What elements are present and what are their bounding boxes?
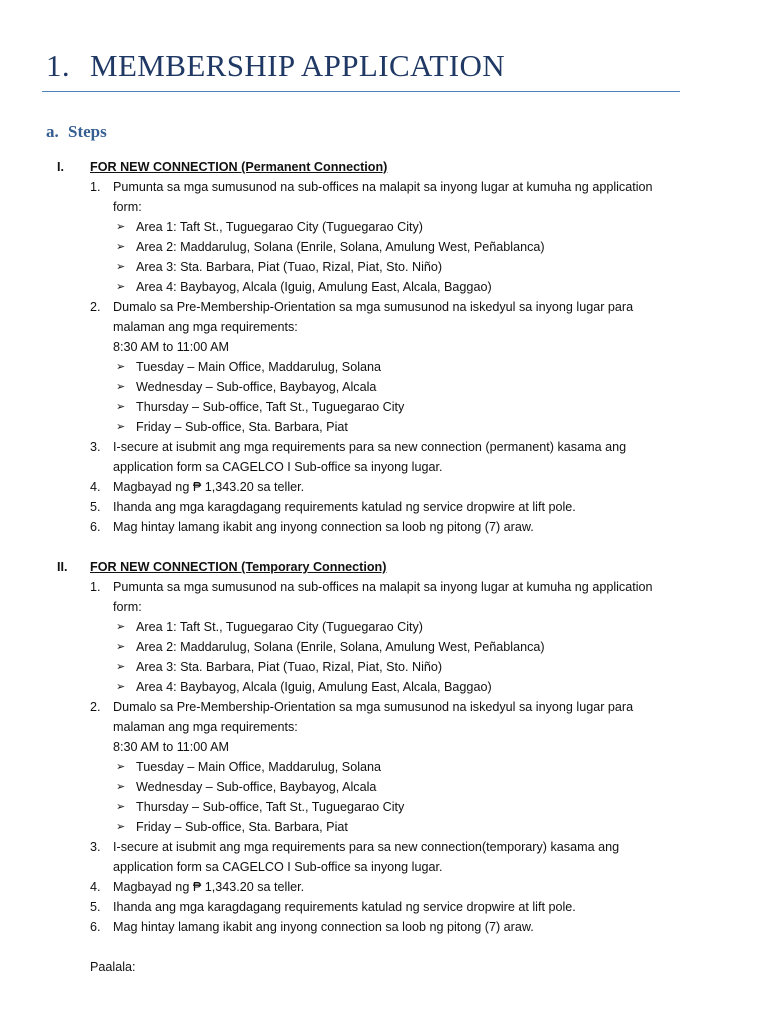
heading-number: 1. [46, 48, 71, 83]
step-text: Ihanda ang mga karagdagang requirements katulad ng service dropwire at lift pole. [113, 900, 576, 914]
step-text: Dumalo sa Pre-Membership-Orientation sa mga sumusunod na iskedyul sa inyong lugar para [113, 700, 634, 714]
section-number: I. [57, 160, 64, 174]
steps-heading-letter: a. [46, 122, 59, 141]
step-number: 1. [90, 580, 101, 594]
step-text: 8:30 AM to 11:00 AM [113, 740, 229, 754]
section-number: II. [57, 560, 68, 574]
step-text: 8:30 AM to 11:00 AM [113, 340, 229, 354]
step-number: 6. [90, 920, 101, 934]
bullet-item: Tuesday – Main Office, Maddarulug, Solana [136, 360, 382, 374]
steps-heading [46, 122, 107, 142]
step-number: 5. [90, 500, 101, 514]
step-number: 4. [90, 480, 101, 494]
arrowhead-bullet-icon: ➢ [116, 681, 126, 693]
step-text: Pumunta sa mga sumusunod na sub-offices na malapit sa inyong lugar at kumuha ng application [113, 180, 653, 194]
bullet-item: Area 2: Maddarulug, Solana (Enrile, Solana, Amulung West, Peñablanca) [136, 640, 545, 654]
arrowhead-bullet-icon: ➢ [116, 781, 126, 793]
step-text: Magbayad ng ₱ 1,343.20 sa teller. [113, 880, 305, 894]
arrowhead-bullet-icon: ➢ [116, 401, 126, 413]
step-text: Ihanda ang mga karagdagang requirements katulad ng service dropwire at lift pole. [113, 500, 576, 514]
step-text: malaman ang mga requirements: [113, 320, 298, 334]
step-number: 2. [90, 700, 101, 714]
bullet-item: Wednesday – Sub-office, Baybayog, Alcala [136, 380, 377, 394]
arrowhead-bullet-icon: ➢ [116, 361, 126, 373]
arrowhead-bullet-icon: ➢ [116, 661, 126, 673]
step-text: Mag hintay lamang ikabit ang inyong connection sa loob ng pitong (7) araw. [113, 520, 534, 534]
arrowhead-bullet-icon: ➢ [116, 281, 126, 293]
bullet-item: Area 3: Sta. Barbara, Piat (Tuao, Rizal, Piat, Sto. Niño) [136, 660, 443, 674]
bullet-item: Friday – Sub-office, Sta. Barbara, Piat [136, 420, 348, 434]
bullet-item: Tuesday – Main Office, Maddarulug, Solana [136, 760, 382, 774]
step-number: 6. [90, 520, 101, 534]
step-number: 3. [90, 840, 101, 854]
bullet-item: Wednesday – Sub-office, Baybayog, Alcala [136, 780, 377, 794]
step-text: I-secure at isubmit ang mga requirements para sa new connection (permanent) kasama ang [113, 440, 627, 454]
bullet-item: Area 3: Sta. Barbara, Piat (Tuao, Rizal, Piat, Sto. Niño) [136, 260, 443, 274]
page-title [46, 48, 505, 84]
step-number: 5. [90, 900, 101, 914]
arrowhead-bullet-icon: ➢ [116, 801, 126, 813]
arrowhead-bullet-icon: ➢ [116, 821, 126, 833]
step-text: form: [113, 200, 142, 214]
arrowhead-bullet-icon: ➢ [116, 221, 126, 233]
section-title: FOR NEW CONNECTION (Temporary Connection) [90, 560, 387, 574]
arrowhead-bullet-icon: ➢ [116, 641, 126, 653]
title-underline [42, 91, 680, 92]
arrowhead-bullet-icon: ➢ [116, 621, 126, 633]
step-number: 2. [90, 300, 101, 314]
note-label: Paalala: [90, 960, 136, 974]
steps-heading-title: Steps [68, 122, 107, 141]
bullet-item: Thursday – Sub-office, Taft St., Tuguegarao City [136, 400, 405, 414]
arrowhead-bullet-icon: ➢ [116, 421, 126, 433]
arrowhead-bullet-icon: ➢ [116, 261, 126, 273]
section-title: FOR NEW CONNECTION (Permanent Connection) [90, 160, 388, 174]
step-text: application form sa CAGELCO I Sub-office sa inyong lugar. [113, 460, 443, 474]
heading-title: MEMBERSHIP APPLICATION [90, 48, 506, 83]
bullet-item: Area 4: Baybayog, Alcala (Iguig, Amulung East, Alcala, Baggao) [136, 280, 492, 294]
step-number: 1. [90, 180, 101, 194]
step-text: Magbayad ng ₱ 1,343.20 sa teller. [113, 480, 305, 494]
arrowhead-bullet-icon: ➢ [116, 241, 126, 253]
bullet-item: Thursday – Sub-office, Taft St., Tuguegarao City [136, 800, 405, 814]
bullet-item: Area 2: Maddarulug, Solana (Enrile, Solana, Amulung West, Peñablanca) [136, 240, 545, 254]
step-text: form: [113, 600, 142, 614]
arrowhead-bullet-icon: ➢ [116, 761, 126, 773]
step-text: Dumalo sa Pre-Membership-Orientation sa mga sumusunod na iskedyul sa inyong lugar para [113, 300, 634, 314]
step-number: 4. [90, 880, 101, 894]
step-text: malaman ang mga requirements: [113, 720, 298, 734]
bullet-item: Area 4: Baybayog, Alcala (Iguig, Amulung East, Alcala, Baggao) [136, 680, 492, 694]
step-text: Pumunta sa mga sumusunod na sub-offices na malapit sa inyong lugar at kumuha ng application [113, 580, 653, 594]
bullet-item: Friday – Sub-office, Sta. Barbara, Piat [136, 820, 348, 834]
step-text: Mag hintay lamang ikabit ang inyong connection sa loob ng pitong (7) araw. [113, 920, 534, 934]
arrowhead-bullet-icon: ➢ [116, 381, 126, 393]
bullet-item: Area 1: Taft St., Tuguegarao City (Tuguegarao City) [136, 620, 424, 634]
bullet-item: Area 1: Taft St., Tuguegarao City (Tuguegarao City) [136, 220, 424, 234]
step-text: application form sa CAGELCO I Sub-office sa inyong lugar. [113, 860, 443, 874]
step-number: 3. [90, 440, 101, 454]
step-text: I-secure at isubmit ang mga requirements para sa new connection(temporary) kasama ang [113, 840, 620, 854]
